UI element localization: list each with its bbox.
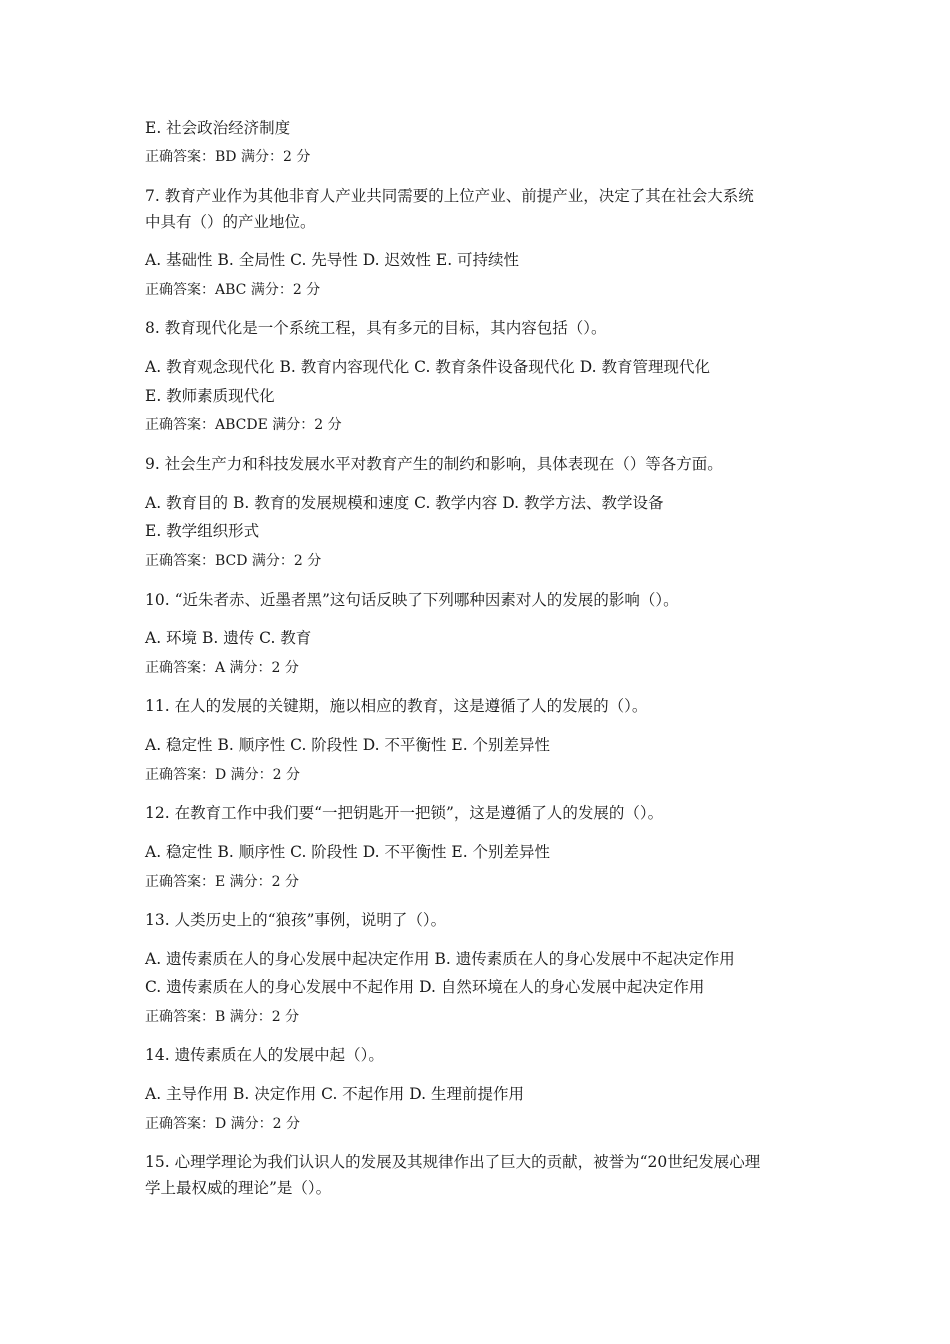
option-line: A. 教育观念现代化 B. 教育内容现代化 C. 教育条件设备现代化 D. 教育管理现代化: [145, 358, 710, 376]
option-line: A. 环境 B. 遗传 C. 教育: [145, 629, 312, 647]
question-text: 12. 在教育工作中我们要“一把钥匙开一把锁”，这是遵循了人的发展的（）。: [145, 804, 664, 822]
option-line: A. 教育目的 B. 教育的发展规模和速度 C. 教学内容 D. 教学方法、教学设备: [145, 494, 664, 512]
question-text: 学上最权威的理论”是（）。: [145, 1179, 332, 1197]
answer-line: 正确答案：BD 满分：2 分: [145, 149, 311, 165]
option-line: A. 稳定性 B. 顺序性 C. 阶段性 D. 不平衡性 E. 个别差异性: [145, 843, 551, 861]
answer-line: 正确答案：ABC 满分：2 分: [145, 282, 321, 298]
question-text: 11. 在人的发展的关键期，施以相应的教育，这是遵循了人的发展的（）。: [145, 697, 648, 715]
question-text: 14. 遗传素质在人的发展中起（）。: [145, 1046, 384, 1064]
question-text: 8. 教育现代化是一个系统工程，具有多元的目标，其内容包括（）。: [145, 319, 607, 337]
question-text: 中具有（）的产业地位。: [145, 213, 316, 231]
answer-line: 正确答案：B 满分：2 分: [145, 1009, 300, 1025]
option-line: A. 遗传素质在人的身心发展中起决定作用 B. 遗传素质在人的身心发展中不起决定作用: [145, 950, 735, 968]
question-text: 7. 教育产业作为其他非育人产业共同需要的上位产业、前提产业，决定了其在社会大系统: [145, 187, 754, 205]
option-line: E. 教学组织形式: [145, 522, 260, 540]
option-line: E. 社会政治经济制度: [145, 119, 291, 137]
answer-line: 正确答案：BCD 满分：2 分: [145, 553, 322, 569]
question-text: 9. 社会生产力和科技发展水平对教育产生的制约和影响，具体表现在（）等各方面。: [145, 455, 723, 473]
answer-line: 正确答案：D 满分：2 分: [145, 1116, 301, 1132]
option-line: E. 教师素质现代化: [145, 387, 275, 405]
option-line: A. 稳定性 B. 顺序性 C. 阶段性 D. 不平衡性 E. 个别差异性: [145, 736, 551, 754]
answer-line: 正确答案：A 满分：2 分: [145, 660, 299, 676]
answer-line: 正确答案：D 满分：2 分: [145, 767, 301, 783]
question-text: 15. 心理学理论为我们认识人的发展及其规律作出了巨大的贡献，被誉为“20世纪发展心理: [145, 1153, 761, 1171]
option-line: C. 遗传素质在人的身心发展中不起作用 D. 自然环境在人的身心发展中起决定作用: [145, 978, 705, 996]
answer-line: 正确答案：E 满分：2 分: [145, 874, 300, 890]
question-text: 10. “近朱者赤、近墨者黑”这句话反映了下列哪种因素对人的发展的影响（）。: [145, 591, 679, 609]
option-line: A. 主导作用 B. 决定作用 C. 不起作用 D. 生理前提作用: [145, 1085, 524, 1103]
question-text: 13. 人类历史上的“狼孩”事例，说明了（）。: [145, 911, 447, 929]
answer-line: 正确答案：ABCDE 满分：2 分: [145, 417, 342, 433]
option-line: A. 基础性 B. 全局性 C. 先导性 D. 迟效性 E. 可持续性: [145, 251, 520, 269]
